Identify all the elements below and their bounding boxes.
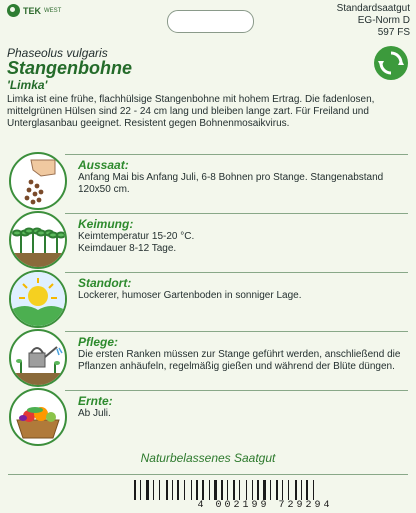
brand-sub: WEST: [44, 7, 62, 14]
sun-landscape-icon: [9, 270, 67, 328]
brand-name: TEK: [23, 5, 41, 16]
barcode-bar: [301, 480, 302, 500]
section-title: Standort:: [78, 276, 132, 290]
barcode-bar: [134, 480, 136, 500]
hang-hole: [167, 10, 254, 33]
section-standort: [0, 268, 416, 326]
barcode-digits: 4 002199 729294: [197, 500, 333, 511]
standard-line-2: EG-Norm D: [357, 15, 410, 26]
section-title: Keimung:: [78, 217, 134, 231]
barcode-bar: [257, 480, 259, 500]
barcode-bar: [209, 480, 210, 500]
barcode: [120, 480, 410, 512]
watering-can-icon: [9, 329, 67, 387]
barcode-bar: [202, 480, 204, 500]
barcode-bar: [313, 480, 314, 500]
barcode-bar: [184, 480, 185, 500]
barcode-bar: [270, 480, 271, 500]
section-text-line: Keimdauer 8-12 Tage.: [78, 243, 177, 254]
barcode-bar: [177, 480, 179, 500]
section-title: Aussaat:: [78, 158, 129, 172]
sowing-hand-icon: [9, 152, 67, 210]
green-dot-icon: [374, 46, 408, 80]
barcode-bar: [166, 480, 168, 500]
barcode-bar: [153, 480, 154, 500]
barcode-bar: [239, 480, 240, 500]
barcode-bars: [134, 480, 404, 500]
section-title: Ernte:: [78, 394, 113, 408]
barcode-bar: [172, 480, 173, 500]
barcode-bar: [263, 480, 266, 500]
barcode-bar: [221, 480, 223, 500]
footer-divider: [8, 474, 408, 475]
tek-logo-icon: [7, 4, 20, 17]
variety-name: 'Limka': [7, 78, 48, 92]
section-divider: [65, 390, 408, 391]
section-text: [78, 231, 408, 255]
barcode-bar: [306, 480, 308, 500]
barcode-bar: [288, 480, 289, 500]
section-keimung: [0, 209, 416, 267]
section-title: Pflege:: [78, 335, 119, 349]
section-pflege: [0, 327, 416, 385]
section-text: Die ersten Ranken müssen zur Stange geführt werden, anschließend die Pflanzen anhäufeln, regelmäßig gießen und während der Blüte düngen.: [78, 349, 401, 372]
barcode-bar: [295, 480, 297, 500]
barcode-bar: [196, 480, 198, 500]
barcode-bar: [140, 480, 141, 500]
barcode-bar: [227, 480, 228, 500]
barcode-bar: [214, 480, 217, 500]
plant-name: Stangenbohne: [7, 58, 132, 78]
footer-tagline: Naturbelassenes Saatgut: [140, 451, 276, 465]
barcode-bar: [282, 480, 283, 500]
barcode-bar: [233, 480, 235, 500]
section-text: Lockerer, humoser Gartenboden in sonniger Lage.: [78, 290, 302, 301]
section-divider: [65, 331, 408, 332]
barcode-bar: [191, 480, 192, 500]
section-ernte: [0, 386, 416, 444]
section-divider: [65, 154, 408, 155]
standard-line-3: 597 FS: [377, 27, 410, 38]
vegetable-basket-icon: [9, 388, 67, 446]
brand-logo: [7, 4, 61, 17]
section-divider: [65, 213, 408, 214]
section-text-line: Keimtemperatur 15-20 °C.: [78, 231, 195, 242]
latin-name: Phaseolus vulgaris: [7, 46, 108, 60]
seedlings-icon: [9, 211, 67, 269]
standard-line-1: Standardsaatgut: [336, 3, 410, 14]
section-text: Anfang Mai bis Anfang Juli, 6-8 Bohnen pro Stange. Stangenabstand 120x50 cm.: [78, 172, 384, 195]
barcode-bar: [252, 480, 253, 500]
section-text: Ab Juli.: [78, 408, 111, 419]
barcode-bar: [146, 480, 149, 500]
barcode-bar: [276, 480, 278, 500]
section-divider: [65, 272, 408, 273]
standard-info: [337, 3, 410, 39]
barcode-bar: [159, 480, 160, 500]
section-aussaat: [0, 150, 416, 208]
plant-description: Limka ist eine frühe, flachhülsige Stangenbohne mit hohem Ertrag. Die fadenlosen, mittelgrünen Hülsen sind 22 - 24 cm lang und bleiben lange zart. Für Freiland und Unterglasanbau geeignet. Resistent gegen Bohnenmosaikvirus.: [7, 94, 375, 129]
barcode-bar: [246, 480, 247, 500]
